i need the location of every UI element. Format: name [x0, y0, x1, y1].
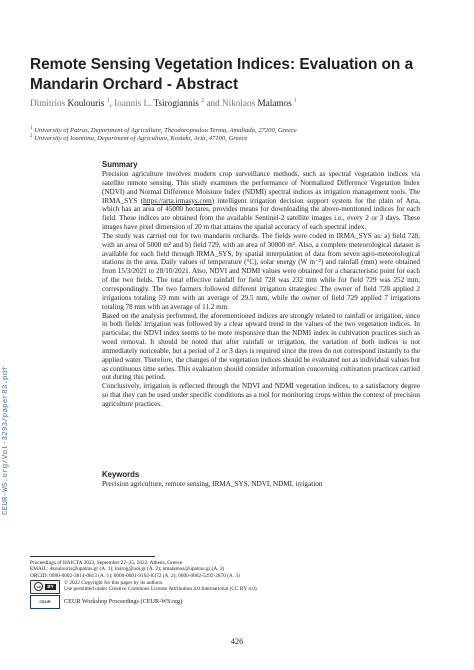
ceur-proceedings-line: CEUR Workshop Proceedings (CEUR-WS.org): [64, 597, 183, 605]
ceur-logo-icon: CEUR: [30, 595, 60, 609]
license-line: Use permitted under Creative Commons License Attribution 4.0 International (CC BY 4.0).: [64, 586, 258, 593]
orcid-line: ORCID: 0000-0002-3814-0813 (A. 1); 0000-0001-9102-8372 (A. 2); 0000-0002-5292-2870 (A. 3): [30, 572, 240, 579]
affiliation-1: $^1$ University of Patras, Department of Agriculture, Theodoropoulou Terma, Amaliada, 27200, Greece: [30, 126, 297, 135]
abstract-paragraph: The study was carried out for two mandarin orchards. The fields were coded in IRMA_SYS as: a) field 728, with an area of 5000 m² and b) field 729, with an area of 30000 m². Also, a complete meteorological dataset is available for each field through IRMA_SYS, by spatial interpolation of data from seven agro-meteorological stations in the area. Daily values of temperature (°C), solar energy (W m⁻²) and rainfall (mm) were obtained from 15/3/2021 to 28/10/2021. Also, NDVI and NDMI values were obtained for a characteristic point for each of the two fields. The total effective rainfall for field 728 was 232 mm while for field 729 was 252 mm, correspondingly. The two farmers followed different irrigation strategies: The owner of field 728 applied 2 irrigations totaling 59 mm with an average of 29.5 mm, while the owner of field 729 applied 7 irrigations totaling 78 mm with an average of 11.2 mm.: [102, 231, 420, 311]
footnote-block: [30, 560, 350, 609]
keywords-text: Precision agriculture, remote sensing, IRMA_SYS, NDVI, NDMI, irrigation: [102, 480, 323, 488]
copyright-line: © 2022 Copyright for this paper by its authors.: [64, 579, 164, 586]
abstract-paragraph: Precision agriculture involves modern crop surveillance methods, such as spectral vegetation indices via satellite remote sensing. This study examines the performance of Normalized Difference Vegetation Index (NDVI) and Normal Difference Moisture Index (NDMI) spectral indices as irrigation management tools. The IRMA_SYS (https://arta.irmasys.com) intelligent irrigation decision support system for the plain of Arta, which has an area of 45000 hectares, provides means for downloading the above-mentioned indices for each field. These indices are obtained from the available Sentinel-2 satellite images i.e., every 2 or 3 days. These images have pixel dimension of 20 m that attains the spatial accuracy of each spectral index.: [102, 170, 420, 232]
keywords-heading: Keywords: [102, 470, 140, 479]
abstract-paragraph: Conclusively, irrigation is reflected through the NDVI and NDMI vegetation indices, to a satisfactory degree so that they can be used under specific conditions as a tool for monitoring crops within the context of precision agriculture practices.: [102, 382, 420, 408]
page-number: 426: [230, 637, 244, 646]
paper-title: Remote Sensing Vegetation Indices: Evaluation on a Mandarin Orchard - Abstract: [30, 56, 414, 93]
author-2: Ioannis L. Tsirogiannis $^2$: [114, 98, 205, 109]
license-row: [30, 580, 350, 594]
footnote-divider: [30, 556, 155, 557]
author-1: Dimitrios Koulouris $^1$: [30, 98, 110, 109]
cc-by-license-icon[interactable]: cc BY: [30, 580, 60, 594]
author-list: Dimitrios Koulouris $^1$, Ioannis L. Tsirogiannis $^2$ and Nikolaos Malamos $^1$: [30, 98, 298, 109]
author-3: Nikolaos Malamos $^1$: [222, 98, 298, 109]
ceur-side-link[interactable]: CEUR-WS.org/Vol-3293/paper83.pdf: [2, 365, 10, 515]
email-line: EMAIL: dkoulouris@upatras.gr (A. 1); itsirog@uoi.gr (A. 2); nmalamos@upatras.gr (A. 3): [30, 566, 225, 573]
proceedings-line: Proceedings of HAICTA 2022, September 22–25, 2022, Athens, Greece: [30, 560, 183, 566]
summary-heading: Summary: [102, 160, 138, 169]
irmasys-link[interactable]: https://arta.irmasys.com: [143, 196, 212, 205]
ceur-row: [30, 595, 350, 609]
abstract-paragraph: Based on the analysis performed, the aforementioned indices are strongly related to rainfall or irrigation, since in both fields' irrigation was followed by a clear upward trend in the values of the two vegetation indices. In particular, the NDVI index seems to be more responsive than the NDMI index in cultivation practices such as weed removal. It should be noted that after rainfall or irrigation, the variation of both indices is not immediately noticeable, but a period of 2 or 3 days is required since the trees do not correspond instantly to the applied water. Therefore, the changes of the vegetation indices should be evaluated not as individual values but as continuous time series. This evaluation should consider information concerning cultivation practices carried out during this period.: [102, 311, 420, 382]
abstract-body: [102, 170, 420, 409]
affiliation-2: $^2$ University of Ioannina, Department of Agriculture, Kostaki, Arta, 47100, Greece: [30, 134, 248, 143]
